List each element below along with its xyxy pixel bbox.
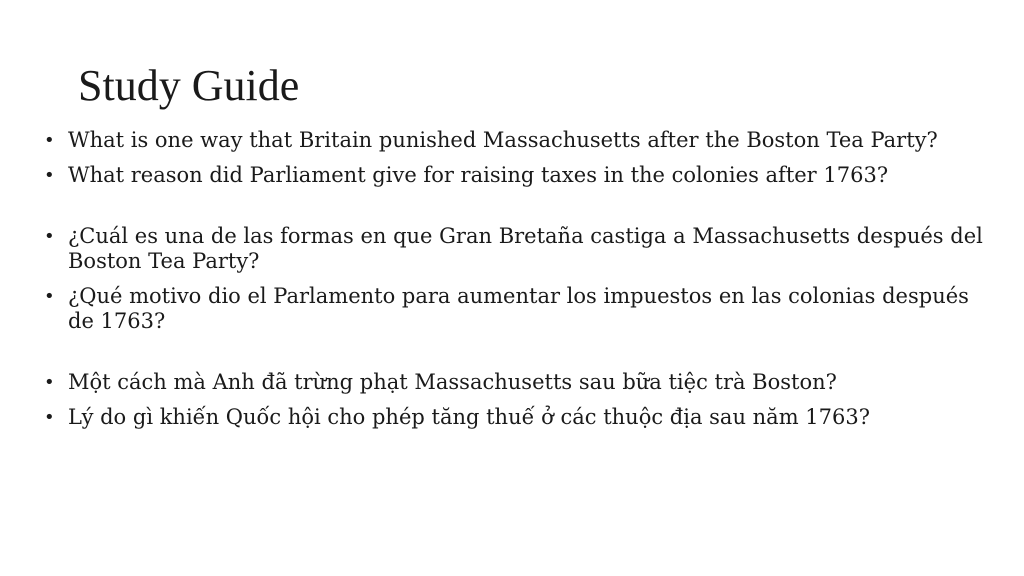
bullet-icon: • bbox=[44, 372, 55, 393]
bullet-text: Một cách mà Anh đã trừng phạt Massachusetts sau bữa tiệc trà Boston? bbox=[68, 370, 837, 394]
bullet-item bbox=[44, 128, 994, 153]
bullet-text: ¿Cuál es una de las formas en que Gran Bretaña castiga a Massachusetts después del Boston Tea Party? bbox=[68, 224, 983, 273]
bullet-text: Lý do gì khiến Quốc hội cho phép tăng thuế ở các thuộc địa sau năm 1763? bbox=[68, 405, 870, 429]
bullet-item bbox=[44, 224, 994, 274]
bullet-icon: • bbox=[44, 226, 55, 247]
bullet-text: What is one way that Britain punished Massachusetts after the Boston Tea Party? bbox=[68, 128, 938, 152]
bullet-text: What reason did Parliament give for raising taxes in the colonies after 1763? bbox=[68, 163, 889, 187]
bullet-item bbox=[44, 370, 994, 395]
bullet-item bbox=[44, 405, 994, 430]
bullet-item bbox=[44, 284, 994, 334]
bullet-item bbox=[44, 163, 994, 188]
bullet-icon: • bbox=[44, 407, 55, 428]
bullet-text: ¿Qué motivo dio el Parlamento para aumentar los impuestos en las colonias después de 1763? bbox=[68, 284, 969, 333]
slide-title: Study Guide bbox=[78, 61, 300, 110]
bullet-list bbox=[44, 128, 994, 440]
bullet-icon: • bbox=[44, 165, 55, 186]
bullet-icon: • bbox=[44, 286, 55, 307]
bullet-icon: • bbox=[44, 130, 55, 151]
